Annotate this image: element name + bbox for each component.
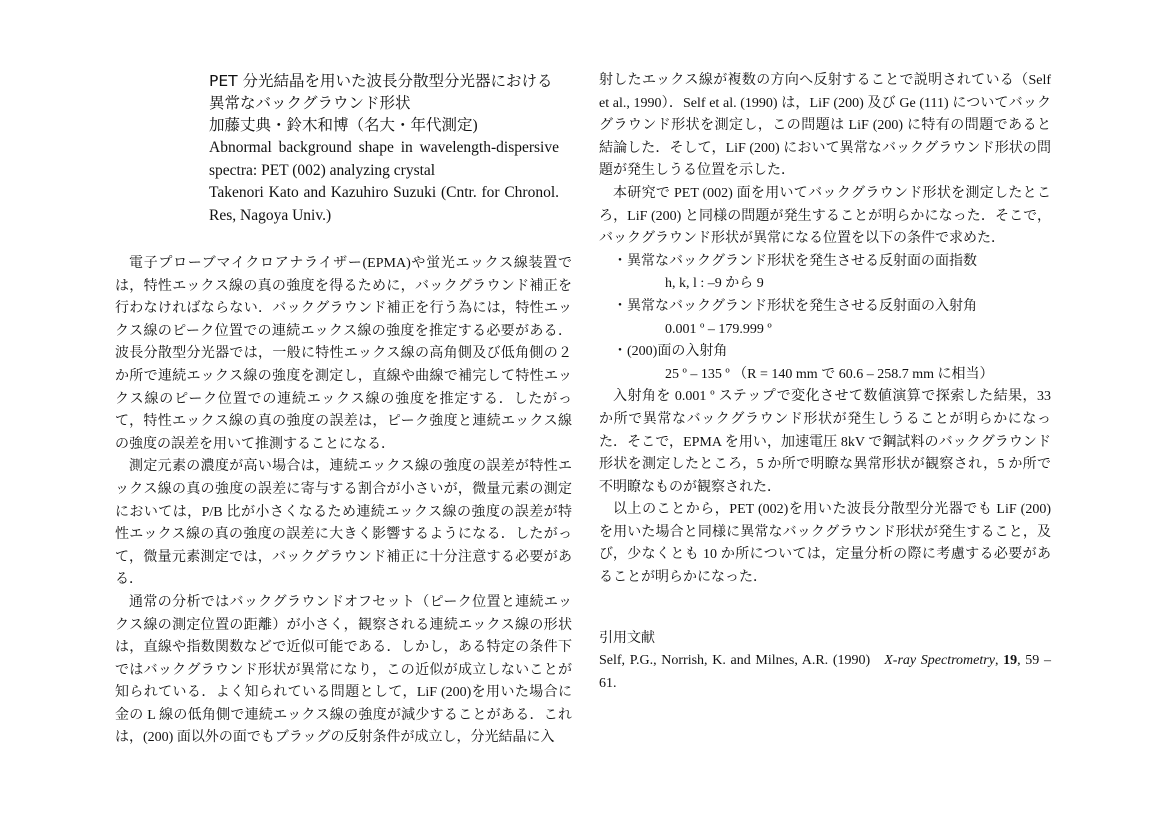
condition-value: h, k, l : –9 から 9 — [665, 276, 764, 292]
authors-english: Takenori Kato and Kazuhiro Suzuki (Cntr. for Chronol. Res, Nagoya Univ.) — [209, 184, 559, 224]
condition-item: ・(200)面の入射角 — [613, 344, 728, 360]
condition-value: 0.001 º – 179.999 º — [665, 321, 772, 337]
reference-volume: 19 — [1003, 653, 1018, 669]
reference-pages: , 59 – 61. — [599, 653, 1051, 691]
paper-header — [209, 70, 559, 227]
title-japanese: PET 分光結晶を用いた波長分散型分光器における異常なバックグラウンド形状 — [209, 72, 553, 112]
paragraph: 電子プローブマイクロアナライザー(EPMA)や蛍光エックス線装置では，特性エックス線の真の強度を得るために，バックグラウンド補正を行わなければならない．バックグラウンド補正を行う為には，特性エックス線のピーク位置での連続エックス線の強度を推定する必要がある．波長分散型分光器では，一般に特性エックス線の高角側及び低角側の２か所で連続エックス線の強度を測定し，直線や曲線で補完して特性エックス線のピーク位置での連続エックス線の強度を推定する．したがって，特性エックス線の真の強度の誤差は，ピーク強度と連続エックス線の強度の誤差を用いて推測することになる． — [115, 256, 572, 452]
paragraph: 射したエックス線が複数の方向へ反射することで説明されている（Self et al., 1990）．Self et al. (1990) は，LiF (200) 及び Ge (111) についてバックグラウンド形状を測定し，この問題は LiF (200) に特有の問題であると結論した．そして，LiF (200) において異常なバックグラウンド形状の問題が発生しうる位置を示した． — [599, 73, 1051, 179]
condition-item: ・異常なバックグランド形状を発生させる反射面の入射角 — [613, 298, 977, 314]
paragraph: 通常の分析ではバックグラウンドオフセット（ピーク位置と連続エックス線の測定位置の距離）が小さく，観察される連続エックス線の形状は，直線や指数関数などで近似可能である．しかし，ある特定の条件下ではバックグラウンド形状が異常になり，この近似が成立しないことが知られている．よく知られている問題として，LiF (200)を用いた場合に金の L 線の低角側で連続エックス線の強度が減少することがある．これは，(200) 面以外の面でもブラッグの反射条件が成立し，分光結晶に入 — [115, 594, 572, 746]
paragraph: 以上のことから，PET (002)を用いた波長分散型分光器でも LiF (200) を用いた場合と同様に異常なバックグラウンド形状が発生すること，及び，少なくとも 10 か所については，定量分析の際に考慮する必要があることが明らかになった． — [599, 502, 1051, 586]
references-heading: 引用文献 — [599, 630, 655, 646]
title-english: Abnormal background shape in wavelength-dispersive spectra: PET (002) analyzing crystal — [209, 139, 559, 179]
right-column — [599, 70, 1051, 695]
paragraph: 入射角を 0.001 º ステップで変化させて数値演算で探索した結果，33 か所で異常なバックグラウンド形状が発生しうることが明らかになった．そこで，EPMA を用い，加速電圧 8kV で鋼試料のバックグラウンド形状を測定したところ，5 か所で明瞭な異常形状が観察され，5 か所で不明瞭なものが観察された． — [599, 389, 1051, 495]
reference-journal: X-ray Spectrometry — [884, 653, 995, 669]
left-column — [115, 253, 572, 750]
paragraph: 本研究で PET (002) 面を用いてバックグラウンド形状を測定したところ，LiF (200) と同様の問題が発生することが明らかになった．そこで，バックグラウンド形状が異常になる位置を以下の条件で求めた． — [599, 185, 1051, 247]
condition-item: ・異常なバックグランド形状を発生させる反射面の面指数 — [613, 253, 977, 269]
authors-japanese: 加藤丈典・鈴木和博（名大・年代測定) — [209, 117, 478, 134]
reference-authors: Self, P.G., Norrish, K. and Milnes, A.R. (1990) — [599, 653, 871, 669]
paragraph: 測定元素の濃度が高い場合は，連続エックス線の強度の誤差が特性エックス線の真の強度の誤差に寄与する割合が小さいが，微量元素の測定においては，P/B 比が小さくなるため連続エックス線の強度の誤差が特性エックス線の真の強度の誤差に大きく影響するようになる．したがって，微量元素測定では，バックグラウンド補正に十分注意する必要がある． — [115, 459, 572, 588]
reference-entry: Self, P.G., Norrish, K. and Milnes, A.R. (1990) X-ray Spectrometry, 19, 59 – 61. — [599, 653, 1051, 691]
condition-value: 25 º – 135 º （R = 140 mm で 60.6 – 258.7 mm に相当） — [665, 366, 994, 382]
